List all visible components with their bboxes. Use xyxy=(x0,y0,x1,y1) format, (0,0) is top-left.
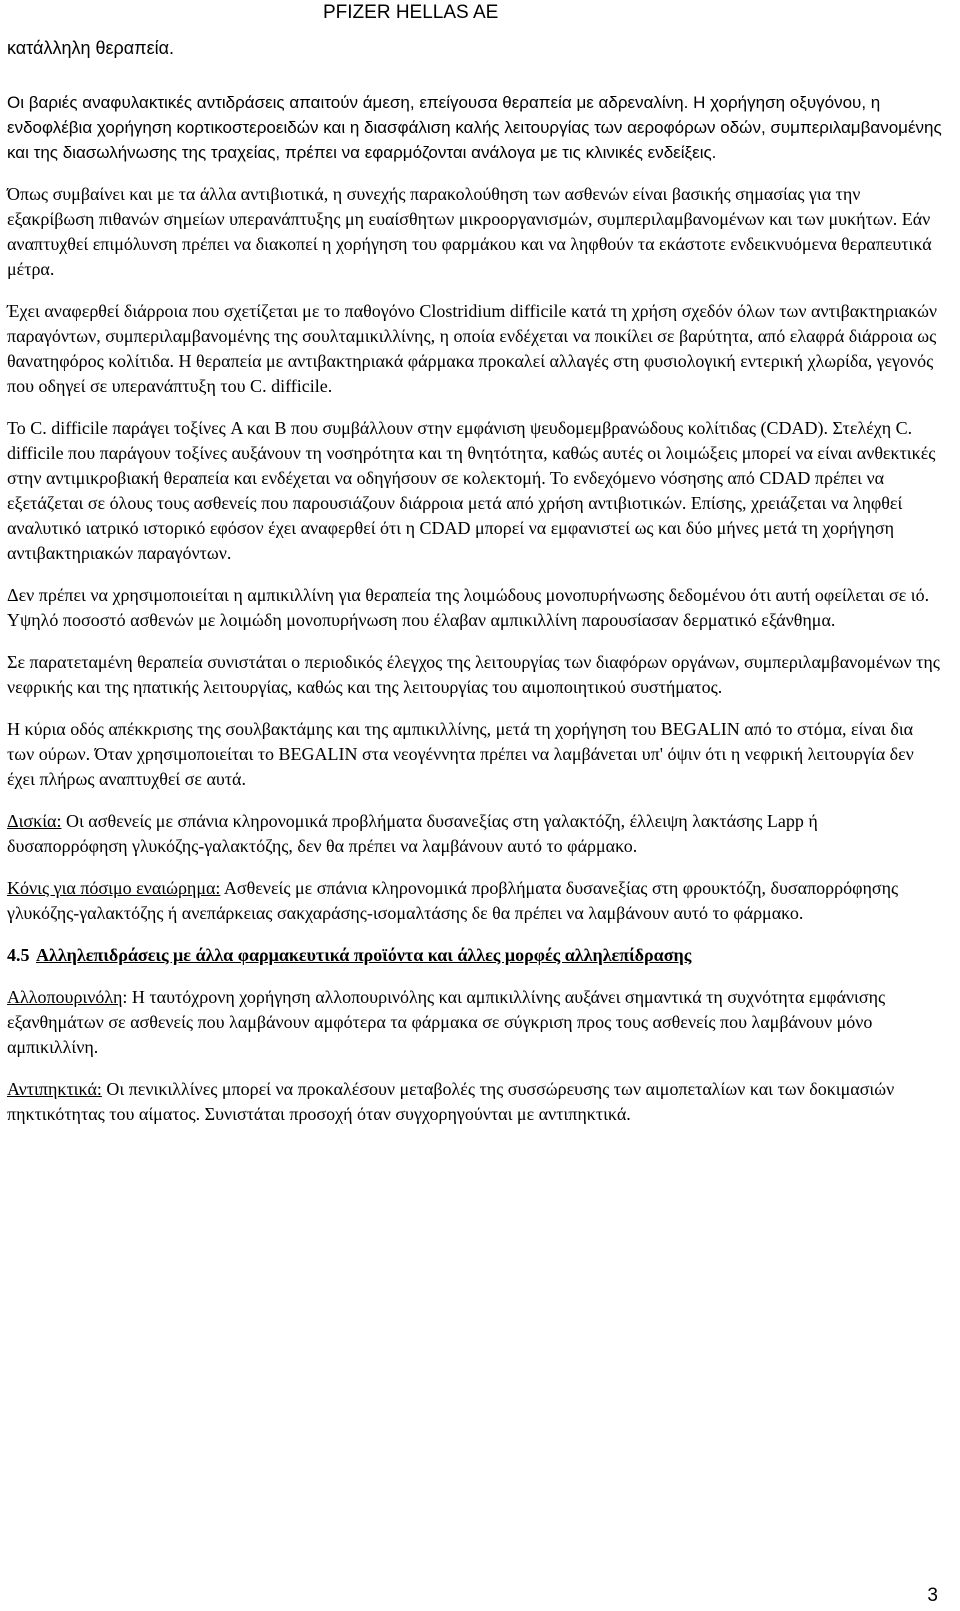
paragraph-powder xyxy=(7,876,942,926)
powder-label: Κόνις για πόσιμο εναιώρημα: xyxy=(7,878,221,898)
tablets-text: Οι ασθενείς με σπάνια κληρονομικά προβλήματα δυσανεξίας στη γαλακτόζη, έλλειψη λακτάσης Lapp ή δυσαπορρόφηση γλυκόζης-γαλακτόζης, δεν θα πρέπει να λαμβάνουν αυτό το φάρμακο. xyxy=(7,811,818,856)
paragraph-clostridium: Έχει αναφερθεί διάρροια που σχετίζεται με το παθογόνο Clostridium difficile κατά τη χρήση σχεδόν όλων των αντιβακτηριακών παραγόντων, συμπεριλαμβανομένης της σουλταμικιλλίνης, η οποία ενδέχεται να ποικίλει σε βαρύτητα, από ελαφρά διάρροια ως θανατηφόρος κολίτιδα. Η θεραπεία με αντιβακτηριακά φάρμακα προκαλεί αλλαγές στη φυσιολογική εντερική χλωρίδα, γεγονός που οδηγεί σε υπερανάπτυξη του C. difficile. xyxy=(7,301,938,396)
paragraph-allopurinol xyxy=(7,985,942,1060)
paragraph-excretion: Η κύρια οδός απέκκρισης της σουλβακτάμης και της αμπικιλλίνης, μετά τη χορήγηση του BEGALIN από το στόμα, είναι δια των ούρων. Όταν χρησιμοποιείται το BEGALIN στα νεογέννητα πρέπει να λαμβάνεται υπ' όψιν ότι η νεφρική λειτουργία δεν έχει πλήρως αναπτυχθεί σε αυτά. xyxy=(7,719,914,789)
section-heading xyxy=(7,943,942,968)
paragraph-anticoagulants xyxy=(7,1077,942,1127)
powder-text: Ασθενείς με σπάνια κληρονομικά προβλήματα δυσανεξίας στη φρουκτόζη, δυσαπορρόφησης γλυκόζης-γαλακτόζης ή ανεπάρκειας σακχαράσης-ισομαλτάσης δε θα πρέπει να λαμβάνουν αυτό το φάρμακο. xyxy=(7,878,899,923)
carryover-line: κατάλληλη θεραπεία. xyxy=(7,38,175,58)
paragraph-anaphylaxis: Οι βαριές αναφυλακτικές αντιδράσεις απαιτούν άμεση, επείγουσα θεραπεία με αδρεναλίνη. Η χορήγηση οξυγόνου, η ενδοφλέβια χορήγηση κορτικοστεροειδών και η διασφάλιση καλής λειτουργίας των αεροφόρων οδών, συμπεριλαμβανομένης και της διασωλήνωσης της τραχείας, πρέπει να εφαρμόζονται ανάλογα με τις κλινικές ενδείξεις. xyxy=(7,93,942,162)
paragraph-mononucleosis: Δεν πρέπει να χρησιμοποιείται η αμπικιλλίνη για θεραπεία της λοιμώδους μονοπυρήνωσης δεδομένου ότι αυτή οφείλεται σε ιό. Υψηλό ποσοστό ασθενών με λοιμώδη μονοπυρήνωση που έλαβαν αμπικιλλίνη παρουσίασαν δερματικό εξάνθημα. xyxy=(7,585,930,630)
paragraph-cdad: Το C. difficile παράγει τοξίνες A και B που συμβάλλουν στην εμφάνιση ψευδομεμβρανώδους κολίτιδας (CDAD). Στελέχη C. difficile που παράγουν τοξίνες αυξάνουν τη νοσηρότητα και τη θνητότητα, καθώς αυτές οι λοιμώξεις μπορεί να είναι ανθεκτικές στην αντιμικροβιακή θεραπεία και ενδέχεται να οδηγήσουν σε κολεκτομή. Το ενδεχόμενο νόσησης από CDAD πρέπει να εξετάζεται σε όλους τους ασθενείς που παρουσιάζουν διάρροια μετά από χρήση αντιβιοτικών. Επίσης, χρειάζεται να ληφθεί αναλυτικό ιατρικό ιστορικό εφόσον έχει αναφερθεί ότι η CDAD μπορεί να εμφανιστεί ως και δύο μήνες μετά τη χορήγηση αντιβακτηριακών παραγόντων. xyxy=(7,418,936,563)
allopurinol-text: : Η ταυτόχρονη χορήγηση αλλοπουρινόλης και αμπικιλλίνης αυξάνει σημαντικά τη συχνότητα εμφάνισης εξανθημάτων σε ασθενείς που λαμβάνουν αμφότερα τα φάρμακα σε σύγκριση προς τους ασθενείς που λαμβάνουν μόνο αμπικιλλίνη. xyxy=(7,987,886,1057)
anticoagulants-text: Οι πενικιλλίνες μπορεί να προκαλέσουν μεταβολές της συσσώρευσης των αιμοπεταλίων και των δοκιμασιών πηκτικότητας του αίματος. Συνιστάται προσοχή όταν συγχορηγούνται με αντιπηκτικά. xyxy=(7,1079,895,1124)
tablets-label: Δισκία: xyxy=(7,811,62,831)
section-number: 4.5 xyxy=(7,945,30,965)
paragraph-prolonged-therapy: Σε παρατεταμένη θεραπεία συνιστάται ο περιοδικός έλεγχος της λειτουργίας των διαφόρων οργάνων, συμπεριλαμβανομένων της νεφρικής και της ηπατικής λειτουργίας, καθώς και της λειτουργίας του αιμοποιητικού συστήματος. xyxy=(7,652,940,697)
section-title: Αλληλεπιδράσεις με άλλα φαρμακευτικά προϊόντα και άλλες μορφές αλληλεπίδρασης xyxy=(36,945,692,965)
document-body xyxy=(7,90,942,1144)
anticoagulants-label: Αντιπηκτικά: xyxy=(7,1079,102,1099)
allopurinol-label: Αλλοπουρινόλη xyxy=(7,987,123,1007)
page-number: 3 xyxy=(927,1585,938,1606)
paragraph-monitoring: Όπως συμβαίνει και με τα άλλα αντιβιοτικά, η συνεχής παρακολούθηση των ασθενών είναι βασικής σημασίας για την εξακρίβωση πιθανών σημείων υπερανάπτυξης μη ευαίσθητων μικροοργανισμών, συμπεριλαμβανομένων και των μυκήτων. Εάν αναπτυχθεί επιμόλυνση πρέπει να διακοπεί η χορήγηση του φαρμάκου και να ληφθούν τα εκάστοτε ενδεικνυόμενα θεραπευτικά μέτρα. xyxy=(7,184,932,279)
company-header: PFIZER HELLAS AE xyxy=(323,2,499,23)
paragraph-tablets xyxy=(7,809,942,859)
